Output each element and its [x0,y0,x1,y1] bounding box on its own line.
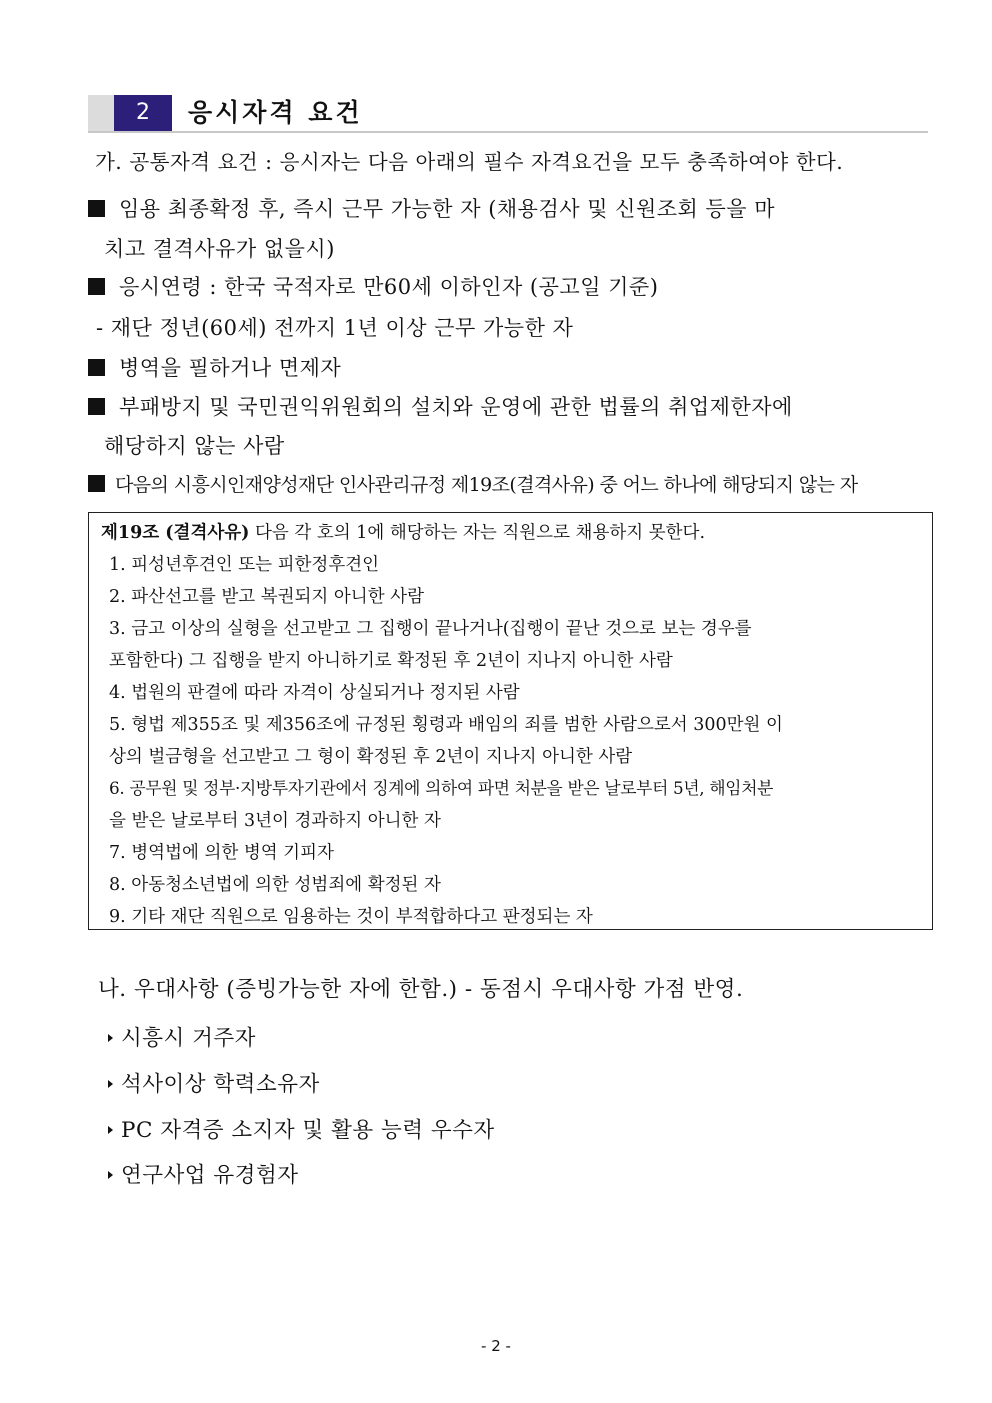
requirement-item-continued: 치고 결격사유가 없을시) [104,237,335,261]
disqualification-line: 2. 파산선고를 받고 복권되지 아니한 사람 [109,587,424,607]
disqualification-line: 5. 형법 제355조 및 제356조에 규정된 횡령과 배임의 죄를 범한 사람으로서 300만원 이 [109,715,783,735]
disqualification-line: 9. 기타 재단 직원으로 임용하는 것이 부적합하다고 판정되는 자 [109,907,593,927]
square-bullet-icon [88,200,105,217]
section-number: 2 [114,95,172,131]
disqualification-intro: 다음 각 호의 1에 해당하는 자는 직원으로 채용하지 못한다. [249,523,706,543]
disqualification-line: 포함한다) 그 집행을 받지 아니하기로 확정된 후 2년이 지나지 아니한 사람 [109,651,673,671]
disqualification-line: 8. 아동청소년법에 의한 성범죄에 확정된 자 [109,875,441,895]
section-header [88,95,928,133]
disqualification-title: 제19조 (결격사유) [101,523,250,543]
section-title: 응시자격 요건 [188,98,363,127]
square-bullet-icon [88,398,105,415]
requirement-subitem: - 재단 정년(60세) 전까지 1년 이상 근무 가능한 자 [96,316,574,340]
triangle-bullet-icon [108,1171,113,1179]
section-header-accent [88,95,114,131]
disqualification-line: 1. 피성년후견인 또는 피한정후견인 [109,555,380,575]
requirement-item: 응시연령 : 한국 국적자로 만60세 이하인자 (공고일 기준) [88,271,658,301]
requirement-item-continued: 해당하지 않는 사람 [104,434,285,458]
preference-heading: 나. 우대사항 (증빙가능한 자에 한함.) - 동점시 우대사항 가점 반영. [98,977,744,1002]
triangle-bullet-icon [108,1034,113,1042]
disqualification-line: 을 받은 날로부터 3년이 경과하지 아니한 자 [109,811,441,831]
disqualification-line: 4. 법원의 판결에 따라 자격이 상실되거나 정지된 사람 [109,683,520,703]
disqualification-line: 6. 공무원 및 정부·지방투자기관에서 징계에 의하여 파면 처분을 받은 날로부터 5년, 해임처분 [109,778,774,798]
requirement-item: 임용 최종확정 후, 즉시 근무 가능한 자 (채용검사 및 신원조회 등을 마 [88,193,775,223]
triangle-bullet-icon [108,1126,113,1134]
requirement-item: 다음의 시흥시인재양성재단 인사관리규정 제19조(결격사유) 중 어느 하나에 해당되지 않는 자 [88,470,857,497]
preference-item: 석사이상 학력소유자 [108,1067,320,1098]
square-bullet-icon [88,475,105,492]
common-heading: 가. 공통자격 요건 : 응시자는 다음 아래의 필수 자격요건을 모두 충족하여야 한다. [95,150,844,174]
preference-item: 시흥시 거주자 [108,1021,256,1052]
disqualification-line: 7. 병역법에 의한 병역 기피자 [109,843,334,863]
requirement-item: 부패방지 및 국민권익위원회의 설치와 운영에 관한 법률의 취업제한자에 [88,391,793,421]
requirement-item: 병역을 필하거나 면제자 [88,352,341,382]
page-number: - 2 - [481,1337,511,1355]
square-bullet-icon [88,359,105,376]
square-bullet-icon [88,278,105,295]
disqualification-line: 3. 금고 이상의 실형을 선고받고 그 집행이 끝나거나(집행이 끝난 것으로 보는 경우를 [109,619,752,639]
disqualification-line: 상의 벌금형을 선고받고 그 형이 확정된 후 2년이 지나지 아니한 사람 [109,747,633,767]
triangle-bullet-icon [108,1080,113,1088]
disqualification-box [88,512,933,930]
preference-item: 연구사업 유경험자 [108,1158,299,1189]
preference-item: PC 자격증 소지자 및 활용 능력 우수자 [108,1113,495,1144]
disqualification-title-line [101,519,705,544]
